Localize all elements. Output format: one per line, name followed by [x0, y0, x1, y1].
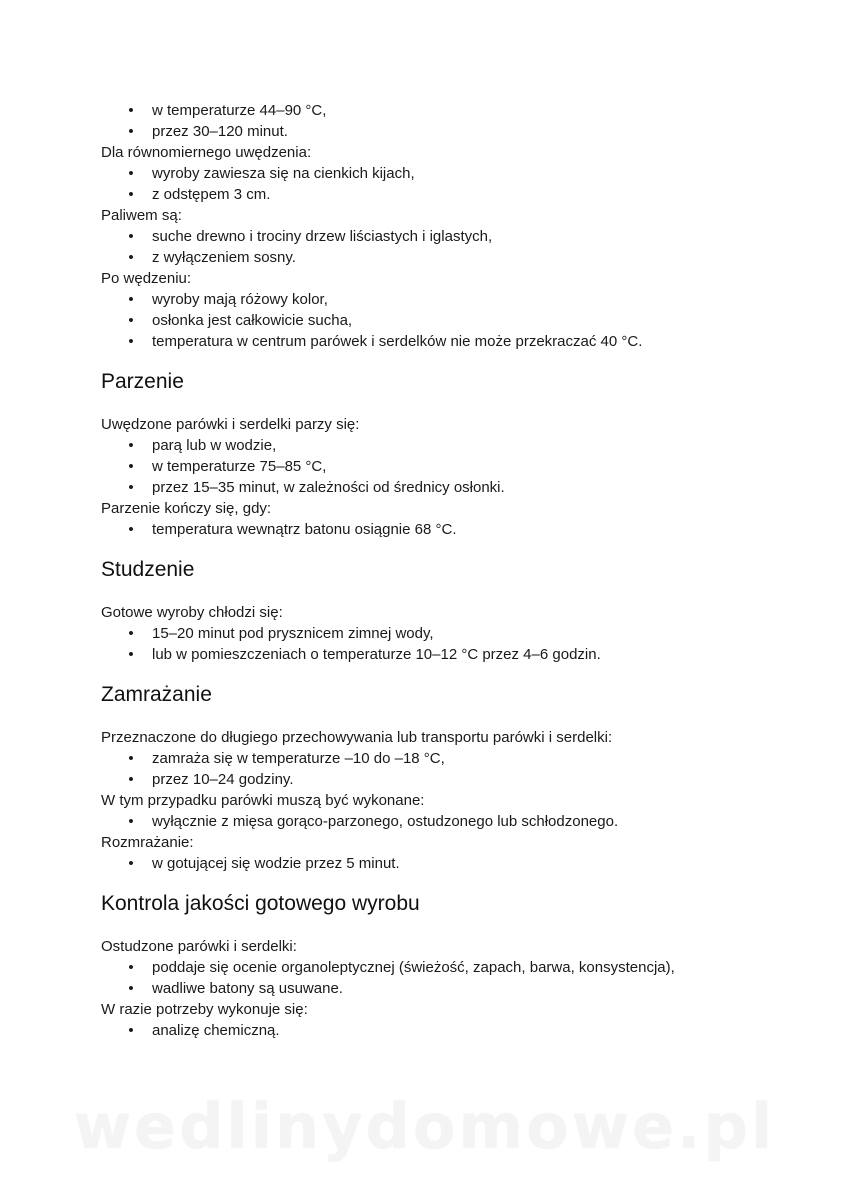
section-heading-freezing: Zamrażanie [101, 683, 212, 706]
bullet-icon: • [128, 813, 134, 830]
section-heading-quality: Kontrola jakości gotowego wyrobu [101, 892, 420, 915]
after-smoking-list [101, 289, 801, 352]
bullet-icon: • [128, 228, 134, 245]
list-item: • 15–20 minut pod prysznicem zimnej wody, [101, 623, 801, 644]
bullet-icon: • [128, 123, 134, 140]
document-page [101, 100, 801, 1041]
quality-lead-2: W razie potrzeby wykonuje się: [101, 1001, 308, 1018]
bullet-icon: • [128, 980, 134, 997]
list-item: • przez 10–24 godziny. [101, 769, 801, 790]
scalding-lead: Uwędzone parówki i serdelki parzy się: [101, 416, 360, 433]
list-item: • zamraża się w temperaturze –10 do –18 °C, [101, 748, 801, 769]
bullet-icon: • [128, 312, 134, 329]
bullet-icon: • [128, 959, 134, 976]
bullet-icon: • [128, 625, 134, 642]
bullet-icon: • [128, 333, 134, 350]
bullet-icon: • [128, 186, 134, 203]
watermark: wedlinydomowe.pl [73, 1090, 776, 1163]
bullet-icon: • [128, 1022, 134, 1039]
quality-list [101, 957, 801, 999]
scalding-lead-2: Parzenie kończy się, gdy: [101, 500, 272, 517]
cooling-lead: Gotowe wyroby chłodzi się: [101, 604, 283, 621]
fuel-lead: Paliwem są: [101, 207, 182, 224]
list-item: • lub w pomieszczeniach o temperaturze 10–12 °C przez 4–6 godzin. [101, 644, 801, 665]
list-item: • wyroby mają różowy kolor, [101, 289, 801, 310]
freezing-list-3 [101, 853, 801, 874]
cooling-list [101, 623, 801, 665]
section-heading-cooling: Studzenie [101, 558, 195, 581]
bullet-icon: • [128, 855, 134, 872]
list-item: • wyłącznie z mięsa gorąco-parzonego, ostudzonego lub schłodzonego. [101, 811, 801, 832]
list-item: • przez 30–120 minut. [101, 121, 801, 142]
list-item: • przez 15–35 minut, w zależności od średnicy osłonki. [101, 477, 801, 498]
intro-list [101, 100, 801, 142]
freezing-lead-3: Rozmrażanie: [101, 834, 194, 851]
list-item: • poddaje się ocenie organoleptycznej (świeżość, zapach, barwa, konsystencja), [101, 957, 801, 978]
bullet-icon: • [128, 291, 134, 308]
section-heading-scalding: Parzenie [101, 370, 184, 393]
quality-lead: Ostudzone parówki i serdelki: [101, 938, 297, 955]
bullet-icon: • [128, 521, 134, 538]
scalding-list-2 [101, 519, 801, 540]
list-item: • suche drewno i trociny drzew liściastych i iglastych, [101, 226, 801, 247]
bullet-icon: • [128, 165, 134, 182]
bullet-icon: • [128, 249, 134, 266]
list-item: • osłonka jest całkowicie sucha, [101, 310, 801, 331]
bullet-icon: • [128, 750, 134, 767]
scalding-list [101, 435, 801, 498]
bullet-icon: • [128, 458, 134, 475]
fuel-list [101, 226, 801, 268]
bullet-icon: • [128, 102, 134, 119]
list-item: • temperatura w centrum parówek i serdelków nie może przekraczać 40 °C. [101, 331, 801, 352]
list-item: • parą lub w wodzie, [101, 435, 801, 456]
bullet-icon: • [128, 437, 134, 454]
even-smoking-lead: Dla równomiernego uwędzenia: [101, 144, 312, 161]
freezing-list-2 [101, 811, 801, 832]
list-item: • wyroby zawiesza się na cienkich kijach, [101, 163, 801, 184]
bullet-icon: • [128, 479, 134, 496]
quality-list-2 [101, 1020, 801, 1041]
list-item: • w gotującej się wodzie przez 5 minut. [101, 853, 801, 874]
freezing-lead-2: W tym przypadku parówki muszą być wykonane: [101, 792, 425, 809]
even-smoking-list [101, 163, 801, 205]
list-item: • analizę chemiczną. [101, 1020, 801, 1041]
list-item: • w temperaturze 44–90 °C, [101, 100, 801, 121]
freezing-list [101, 748, 801, 790]
bullet-icon: • [128, 771, 134, 788]
list-item: • wadliwe batony są usuwane. [101, 978, 801, 999]
bullet-icon: • [128, 646, 134, 663]
after-smoking-lead: Po wędzeniu: [101, 270, 192, 287]
list-item: • temperatura wewnątrz batonu osiągnie 68 °C. [101, 519, 801, 540]
list-item: • z wyłączeniem sosny. [101, 247, 801, 268]
list-item: • w temperaturze 75–85 °C, [101, 456, 801, 477]
list-item: • z odstępem 3 cm. [101, 184, 801, 205]
freezing-lead: Przeznaczone do długiego przechowywania lub transportu parówki i serdelki: [101, 729, 613, 746]
